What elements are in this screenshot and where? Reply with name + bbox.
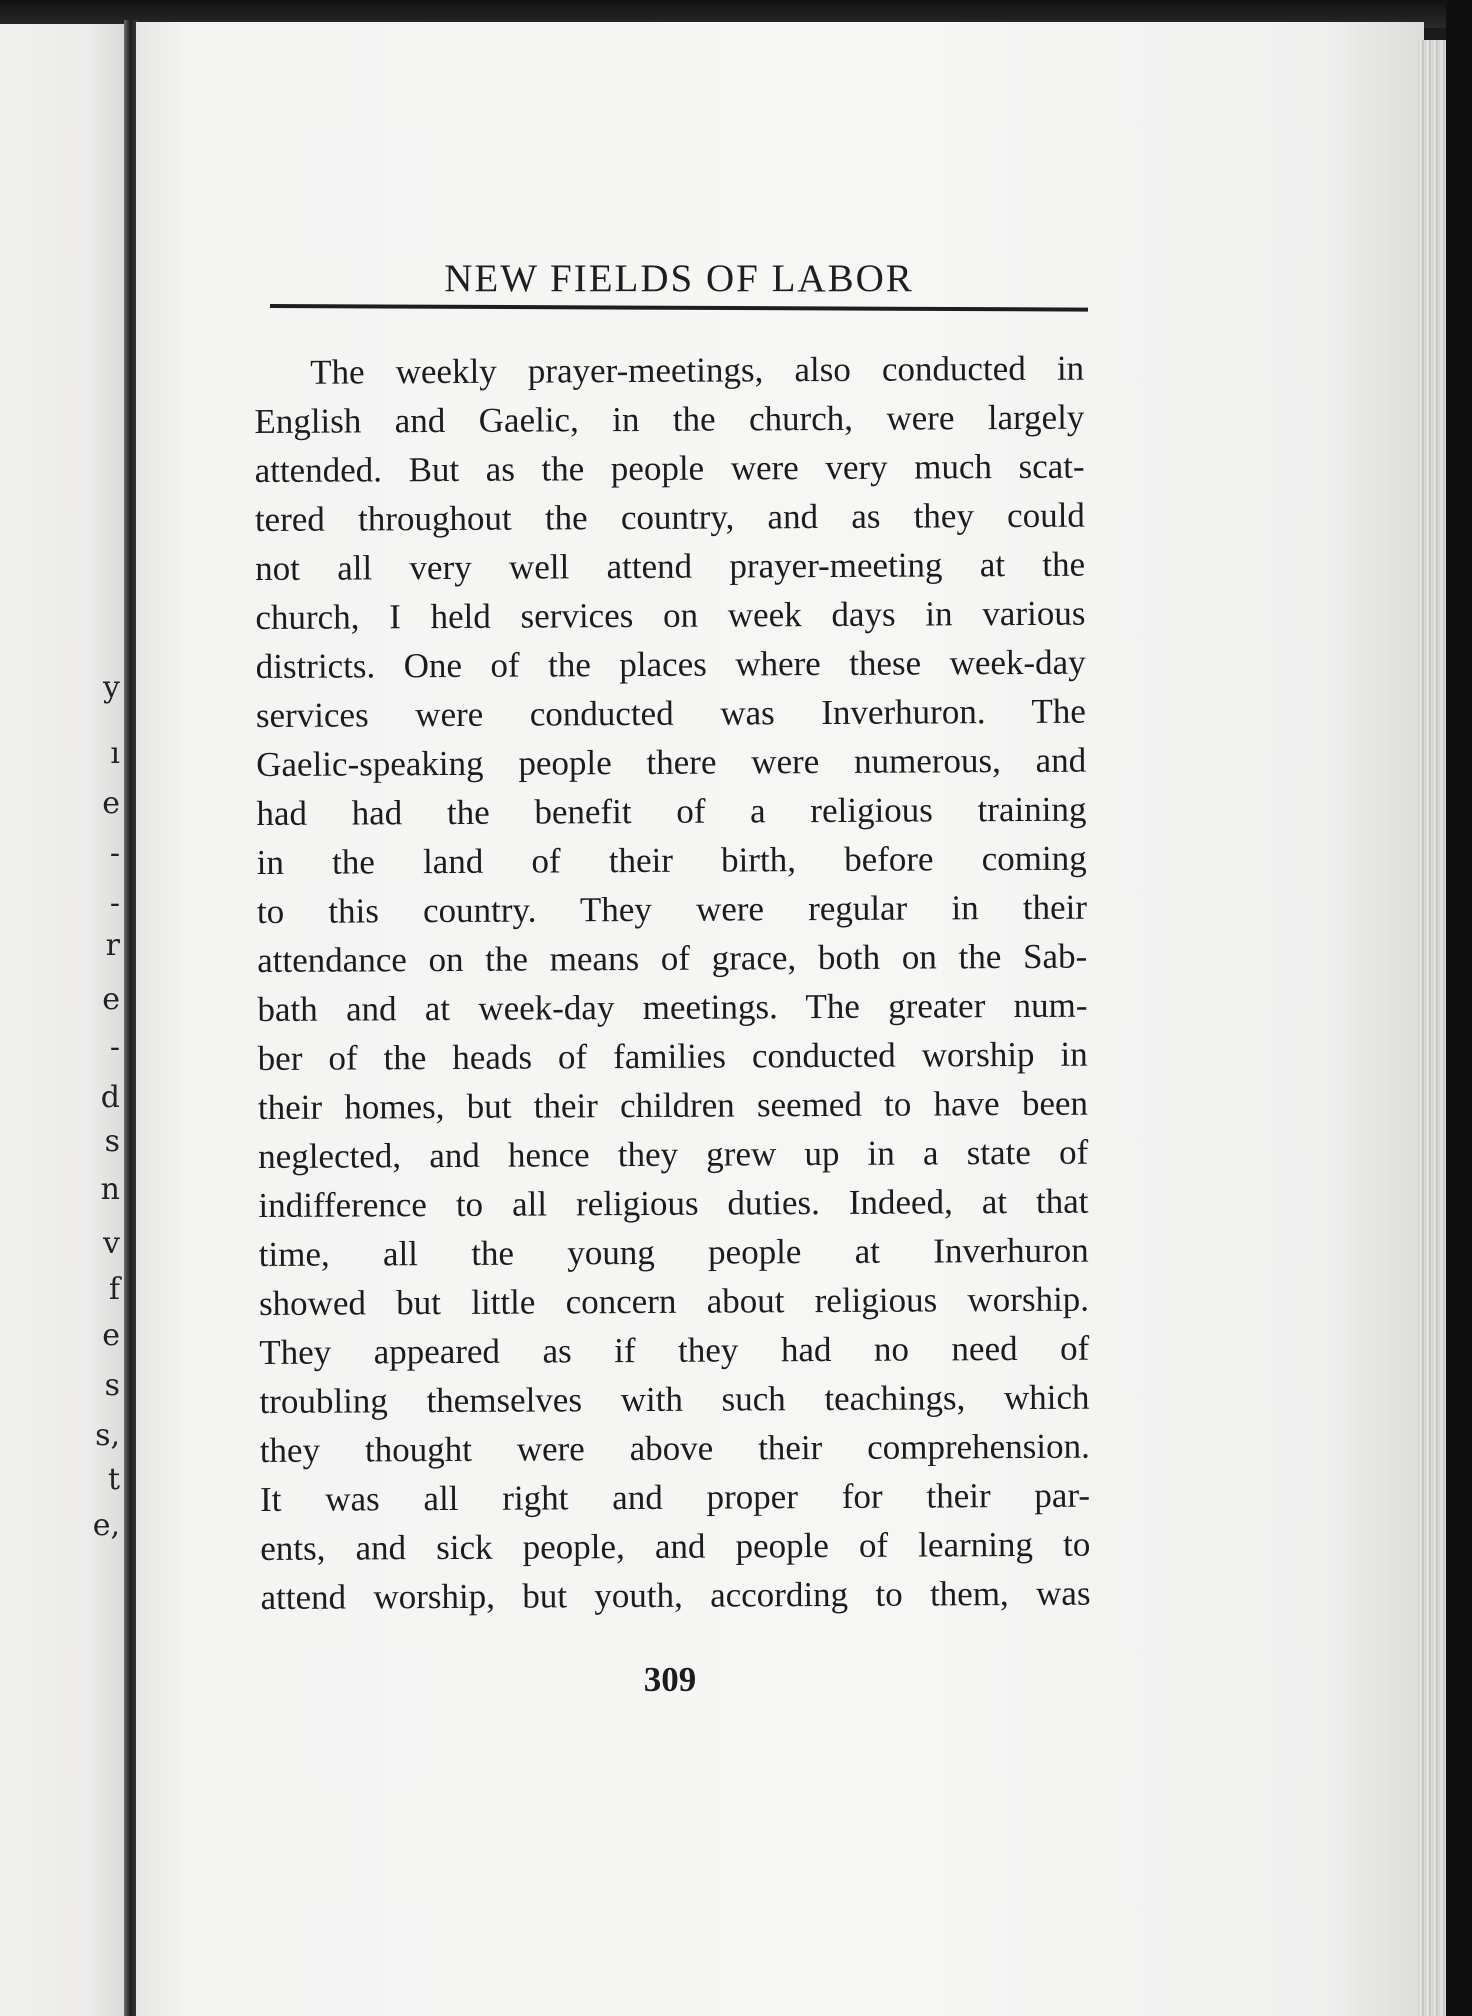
facing-page-fragment: f (108, 1272, 120, 1307)
facing-page-fragment: s (104, 1368, 120, 1403)
text-line: they thought were above their comprehension. (259, 1426, 1090, 1470)
facing-page-edge (0, 24, 128, 2016)
facing-page-fragment: s, (95, 1418, 120, 1453)
text-line: their homes, but their children seemed to have been (257, 1083, 1089, 1127)
text-line: to this country. They were regular in their (256, 887, 1088, 931)
text-line: ents, and sick people, and people of learning to (260, 1524, 1091, 1568)
text-line: attended. But as the people were very much scat- (254, 446, 1085, 490)
text-line: The weekly prayer-meetings, also conducted in (310, 348, 1085, 392)
text-line: church, I held services on week days in various (255, 593, 1086, 637)
body-text (254, 344, 1091, 1622)
facing-page-fragment: y (103, 670, 120, 705)
text-line: not all very well attend prayer-meeting at the (255, 544, 1086, 588)
facing-page-fragment: d (100, 1080, 120, 1115)
text-line: in the land of their birth, before coming (256, 838, 1087, 882)
page-stack-edge (1418, 40, 1448, 2016)
facing-page-fragment: e, (92, 1508, 120, 1543)
text-line: ber of the heads of families conducted worship in (257, 1034, 1088, 1078)
text-line: Gaelic-speaking people there were numerous, and (256, 740, 1087, 784)
text-line: showed but little concern about religious worship. (258, 1279, 1090, 1323)
facing-page-fragment: t (107, 1462, 120, 1497)
facing-page-fragment: v (103, 1226, 120, 1261)
text-line: had had the benefit of a religious training (256, 789, 1087, 833)
facing-page-fragment: ı (110, 736, 120, 771)
text-line: bath and at week-day meetings. The greater num- (257, 985, 1088, 1029)
facing-page-fragment: - (109, 1030, 120, 1065)
page-number: 309 (643, 1660, 697, 1699)
text-line: indifference to all religious duties. Indeed, at that (258, 1181, 1089, 1225)
text-line: tered throughout the country, and as they could (254, 495, 1085, 539)
scanner-bed-right (1446, 0, 1472, 2016)
facing-page-fragment: - (109, 836, 120, 871)
text-line: districts. One of the places where these week-day (255, 642, 1086, 686)
facing-page-fragment: r (105, 928, 120, 963)
facing-page-fragment: e (102, 982, 120, 1017)
facing-page-fragment: e (102, 1318, 120, 1353)
facing-page-fragment: - (109, 886, 120, 921)
text-line: They appeared as if they had no need of (259, 1328, 1090, 1372)
text-line: attend worship, but youth, according to them, was (260, 1573, 1091, 1617)
text-line: troubling themselves with such teachings, which (259, 1377, 1090, 1421)
facing-page-fragment: e (102, 786, 120, 821)
text-line: English and Gaelic, in the church, were largely (254, 397, 1085, 441)
facing-page-fragment: n (100, 1172, 120, 1207)
text-line: time, all the young people at Inverhuron (258, 1230, 1089, 1274)
facing-page-fragment: s (104, 1124, 120, 1159)
running-head: NEW FIELDS OF LABOR (444, 257, 914, 300)
text-line: services were conducted was Inverhuron. The (255, 691, 1087, 735)
text-line: attendance on the means of grace, both on the Sab- (257, 936, 1088, 980)
text-line: It was all right and proper for their par- (259, 1475, 1091, 1519)
text-line: neglected, and hence they grew up in a state of (258, 1132, 1089, 1176)
